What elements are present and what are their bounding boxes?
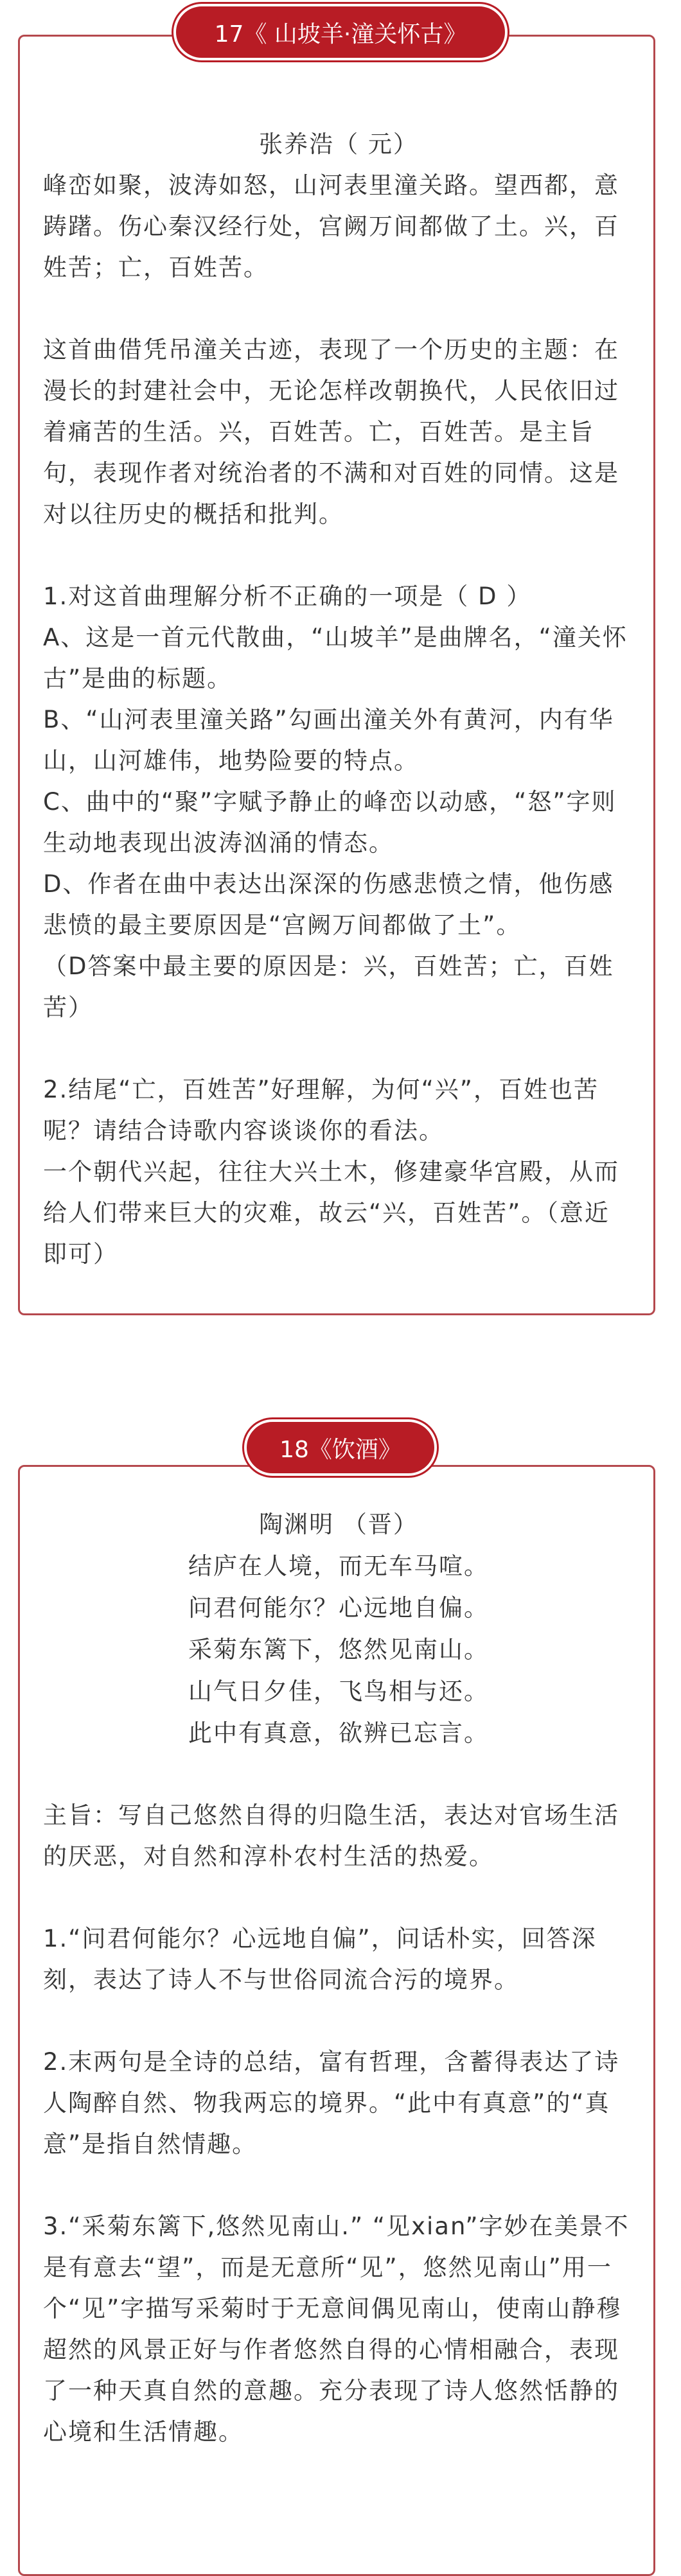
answer-2: 一个朝代兴起，往往大兴土木，修建豪华宫殿，从而给人们带来巨大的灾难，故云“兴，百姓苦”。（意近即可） — [43, 1158, 619, 1268]
poem-lines — [43, 1545, 634, 1754]
section-title-badge: 18《饮酒》 — [244, 1419, 437, 1476]
analysis-point-2: 2.末两句是全诗的总结，富有哲理，含蓄得表达了诗人陶醉自然、物我两忘的境界。“此中有真意”的“真意”是指自然情趣。 — [43, 2048, 620, 2158]
option-b: B、“山河表里潼关路”勾画出潼关外有黄河，内有华山，山河雄伟，地势险要的特点。 — [43, 706, 614, 775]
poem-author: 陶渊明 （晋） — [259, 1511, 418, 1538]
section-card-yinjiu — [18, 1465, 655, 2576]
option-a: A、这是一首元代散曲，“山坡羊”是曲牌名，“潼关怀古”是曲的标题。 — [43, 624, 628, 692]
poem-analysis: 这首曲借凭吊潼关古迹，表现了一个历史的主题：在漫长的封建社会中，无论怎样改朝换代，人民依旧过着痛苦的生活。兴，百姓苦。亡，百姓苦。是主旨句，表现作者对统治者的不满和对百姓的同情。这是对以往历史的概括和批判。 — [43, 336, 619, 528]
section-title-badge: 17《 山坡羊·潼关怀古》 — [173, 4, 508, 60]
poem-text: 峰峦如聚，波涛如怒，山河表里潼关路。望西都，意踌躇。伤心秦汉经行处，宫阙万间都做了土。兴，百姓苦；亡，百姓苦。 — [43, 171, 619, 281]
poem-line: 此中有真意，欲辨已忘言。 — [188, 1719, 489, 1747]
option-d: D、作者在曲中表达出深深的伤感悲愤之情，他伤感悲愤的最主要原因是“宫阙万间都做了土”。 — [43, 870, 614, 939]
poem-line: 结庐在人境，而无车马喧。 — [188, 1552, 489, 1580]
analysis-point-3: 3.“采菊东篱下,悠然见南山.” “见xian”字妙在美景不是有意去“望”，而是无意所“见”，悠然见南山”用一个“见”字描写采菊时于无意间偶见南山，使南山静穆超然的风景正好与作者悠然自得的心情相融合，表现了一种天真自然的意趣。充分表现了诗人悠然恬静的心境和生活情趣。 — [43, 2212, 630, 2446]
poem-author: 张养浩（ 元） — [259, 130, 418, 158]
section-card-shanpoyang — [18, 35, 655, 1315]
poem-theme: 主旨：写自己悠然自得的归隐生活，表达对官场生活的厌恶，对自然和淳朴农村生活的热爱。 — [43, 1801, 619, 1870]
poem-line: 山气日夕佳，飞鸟相与还。 — [188, 1678, 489, 1705]
section-content — [43, 124, 634, 1275]
poem-line: 问君何能尔？心远地自偏。 — [188, 1594, 489, 1622]
answer-note: （D答案中最主要的原因是：兴，百姓苦；亡，百姓苦） — [43, 952, 614, 1021]
section-content — [43, 1504, 634, 2453]
option-c: C、曲中的“聚”字赋予静止的峰峦以动感，“怒”字则生动地表现出波涛汹涌的情态。 — [43, 788, 617, 857]
poem-line: 采菊东篱下，悠然见南山。 — [188, 1636, 489, 1663]
analysis-point-1: 1.“问君何能尔？心远地自偏”，问话朴实，回答深刻，表达了诗人不与世俗同流合污的境界。 — [43, 1925, 597, 1993]
question-1: 1.对这首曲理解分析不正确的一项是（ D ） — [43, 583, 532, 610]
question-2: 2.结尾“亡，百姓苦”好理解，为何“兴”，百姓也苦呢？请结合诗歌内容谈谈你的看法。 — [43, 1076, 599, 1144]
